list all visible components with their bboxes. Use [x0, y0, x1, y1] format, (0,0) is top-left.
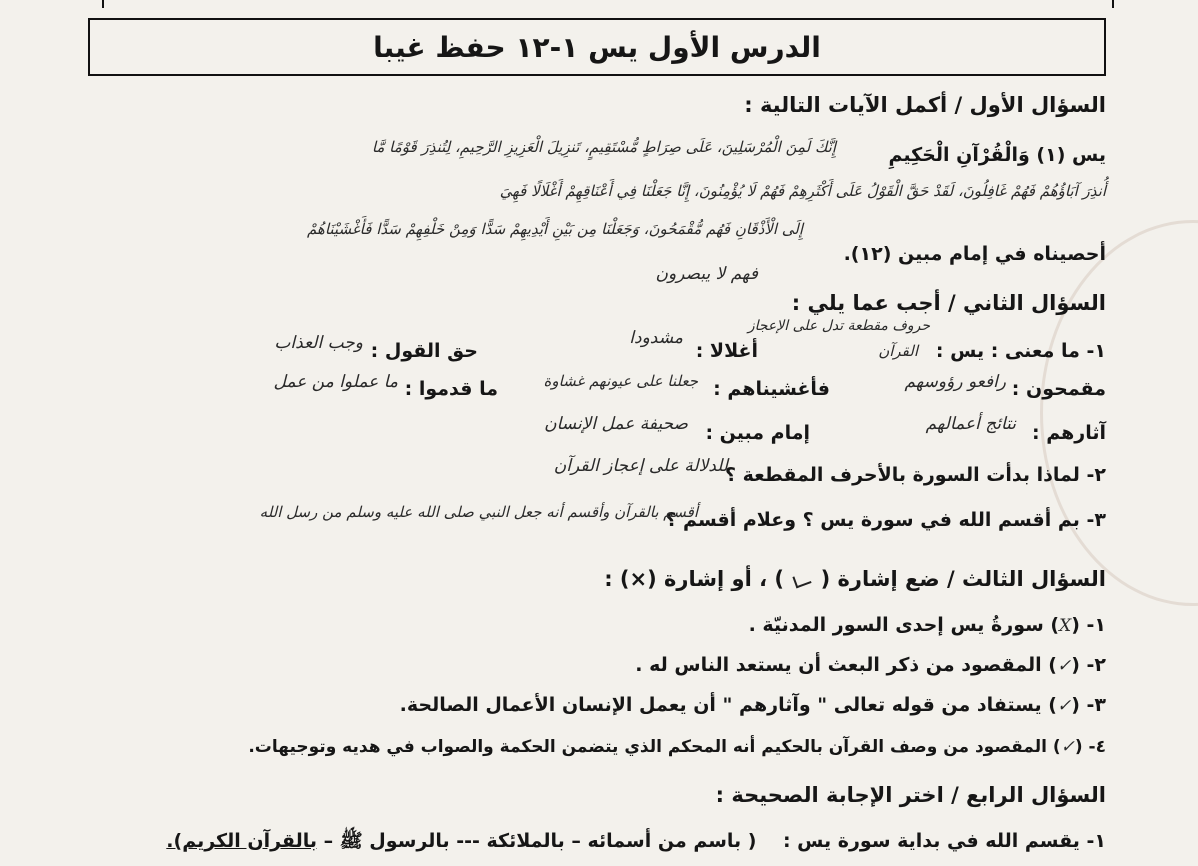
q3-item-mark: X [1059, 616, 1072, 636]
q2-r2-answer-c: ما عملوا من عمل [273, 372, 398, 392]
q2-r1-answer-a: حروف مقطعة تدل على الإعجاز [747, 318, 930, 334]
q1-line3-print: أحصيناه في إمام مبين (١٢). [843, 243, 1106, 265]
lesson-title: الدرس الأول يس ١-١٢ حفظ غيبا [373, 30, 821, 64]
lesson-title-box [88, 18, 1106, 76]
q3-heading-part-b: ) ، أو إشارة (×) : [604, 567, 784, 591]
q2-r5-question: ٣- بم أقسم الله في سورة يس ؟ وعلام أقسم ؟ [665, 509, 1106, 531]
q1-line3-handwriting: إِلَى الْأَذْقَانِ فَهُم مُّقْمَحُونَ، وَجَعَلْنَا مِن بَيْنِ أَيْدِيهِمْ سَدًّا وَمِنْ خَلْفِهِمْ سَدًّا فَأَغْشَيْنَاهُمْ [306, 220, 803, 238]
q3-item-mark: ✓ [1056, 656, 1072, 676]
q1-line1-handwriting: إِنَّكَ لَمِنَ الْمُرْسَلِينَ، عَلَى صِرَاطٍ مُّسْتَقِيمٍ، تَنزِيلَ الْعَزِيزِ الرَّحِيمِ، لِتُنذِرَ قَوْمًا مَّا [371, 138, 836, 156]
q2-r5-answer: أقسم بالقرآن وأقسم أنه جعل النبي صلى الله عليه وسلم من رسل الله [259, 503, 698, 521]
q1-line1-print: يس (١) وَالْقُرْآنِ الْحَكِيمِ [888, 144, 1106, 166]
top-border-lines [102, 0, 1114, 8]
q3-item-number: ٣- ( [1071, 694, 1106, 716]
q4-item-1 [166, 828, 1106, 854]
q2-r4-question: ٢- لماذا بدأت السورة بالأحرف المقطعة ؟ [724, 464, 1106, 486]
q4-heading: السؤال الرابع / اختر الإجابة الصحيحة : [715, 783, 1106, 807]
q3-item-number: ١- ( [1071, 614, 1106, 636]
q2-r1-answer-c: وجب العذاب [274, 333, 363, 353]
q4-item-1-options: ( باسم من أسمائه – بالملائكة --- بالرسول ﷺ – [323, 830, 757, 852]
q1-heading: السؤال الأول / أكمل الآيات التالية : [744, 93, 1106, 117]
q2-r1-label-c: حق القول : [370, 340, 478, 362]
q2-heading: السؤال الثاني / أجب عما يلي : [791, 291, 1106, 315]
q2-r2-label-a: مقمحون : [1011, 378, 1106, 400]
q2-r4-answer: للدلالة على إعجاز القرآن [553, 456, 728, 476]
q3-item-3 [400, 692, 1106, 719]
q3-item-text: ) يستفاد من قوله تعالى " وآثارهم " أن يعمل الإنسان الأعمال الصالحة. [399, 694, 1057, 716]
q2-r3-label-a: آثارهم : [1031, 422, 1106, 444]
q2-r1-label-b: أغلالا : [695, 340, 758, 362]
q2-r1-answer-b: مشدودا [629, 328, 683, 348]
q3-item-mark: ✓ [1060, 737, 1075, 757]
q4-item-1-answer: بالقرآن الكريم). [166, 830, 317, 852]
q3-heading-part-a: السؤال الثالث / ضع إشارة ( [820, 567, 1106, 591]
q2-r2-answer-b: جعلنا على عيونهم غشاوة [543, 372, 698, 390]
q2-r2-answer-a: رافعو رؤوسهم [904, 372, 1006, 392]
checkmark-icon [793, 572, 812, 589]
q1-line4-handwriting: فهم لا يبصرون [655, 264, 758, 284]
q2-r2-label-c: ما قدموا : [404, 378, 498, 400]
q3-item-number: ٤- ( [1074, 737, 1106, 757]
q2-r1-label-a: ١- ما معنى : يس : [935, 340, 1106, 362]
q3-item-text: ) المقصود من وصف القرآن بالحكيم أنه المحكم الذي يتضمن الحكمة والصواب في هديه وتوجيهات. [248, 737, 1061, 757]
q3-item-4 [248, 734, 1106, 760]
q3-heading [604, 566, 1106, 592]
q4-item-1-question: ١- يقسم الله في بداية سورة يس : [782, 830, 1106, 852]
q2-r2-label-b: فأغشيناهم : [713, 378, 830, 400]
q3-item-text: ) المقصود من ذكر البعث أن يستعد الناس له . [635, 654, 1057, 676]
faded-stamp [1040, 220, 1198, 606]
q2-r3-answer-a: نتائج أعمالهم [925, 414, 1016, 434]
q3-item-1 [749, 612, 1106, 639]
q2-r3-answer-b: صحيفة عمل الإنسان [544, 414, 688, 434]
q3-item-number: ٢- ( [1071, 654, 1106, 676]
q1-line2-handwriting: أُنذِرَ آبَاؤُهُمْ فَهُمْ غَافِلُونَ، لَقَدْ حَقَّ الْقَوْلُ عَلَى أَكْثَرِهِمْ فَهُمْ لَا يُؤْمِنُونَ، إِنَّا جَعَلْنَا فِي أَعْنَاقِهِمْ أَغْلَالًا فَهِيَ [499, 182, 1106, 200]
q2-r1-answer-a2: القرآن [878, 342, 918, 360]
q3-item-2 [635, 652, 1106, 679]
q2-r3-label-b: إمام مبين : [705, 422, 810, 444]
q3-item-mark: ✓ [1056, 696, 1072, 716]
q3-item-text: ) سورةُ يس إحدى السور المدنيّة . [748, 614, 1060, 636]
